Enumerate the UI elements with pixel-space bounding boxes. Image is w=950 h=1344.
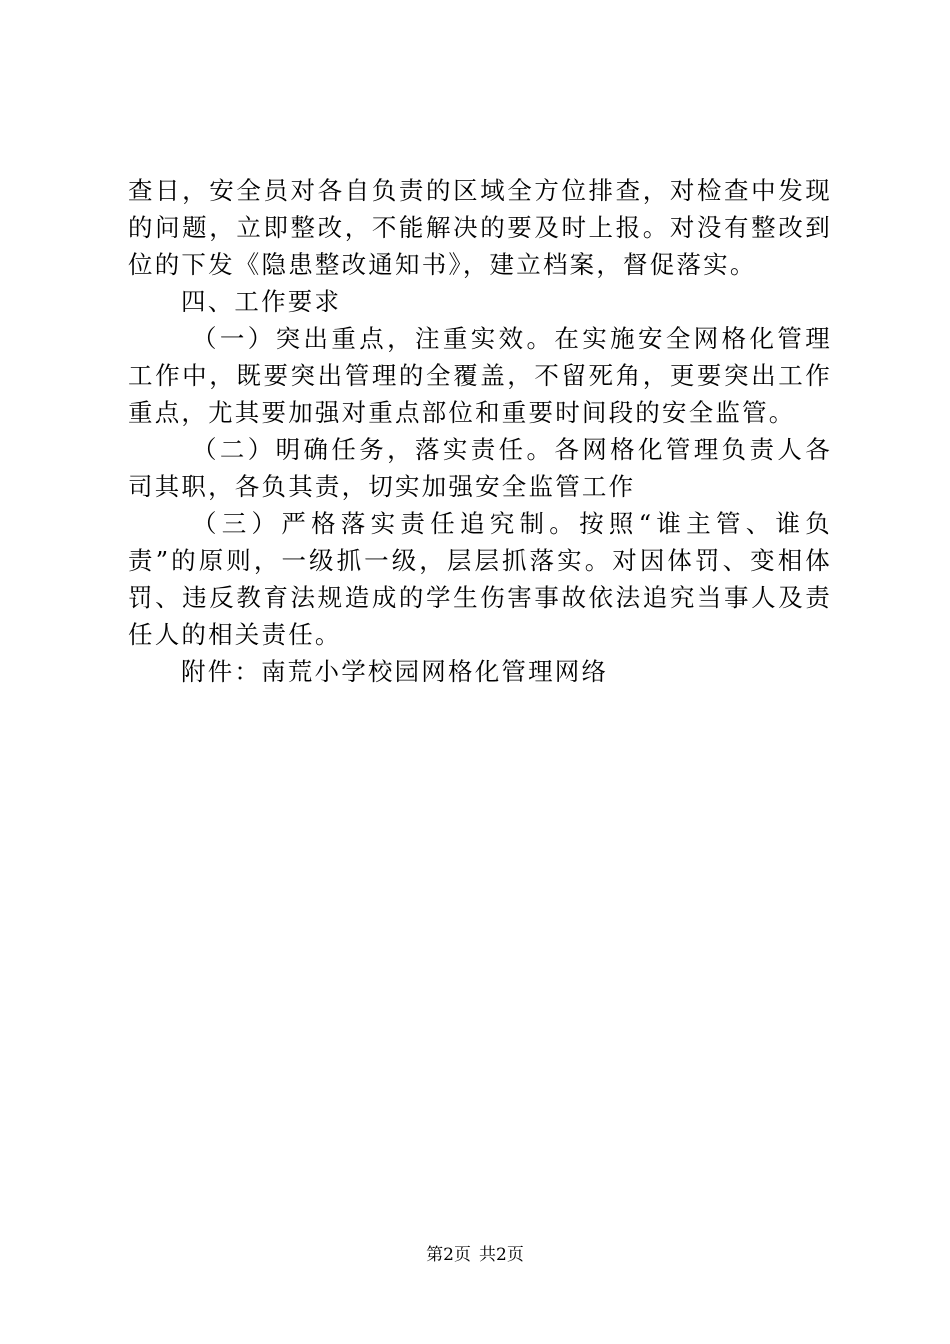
paragraph-requirement-2: （二）明确任务，落实责任。各网格化管理负责人各司其职，各负其责，切实加强安全监管工作 — [128, 435, 832, 501]
section-heading-work-requirements: 四、工作要求 — [181, 287, 342, 316]
paragraph-attachment: 附件：南荒小学校园网格化管理网络 — [181, 657, 609, 686]
document-body — [128, 172, 832, 690]
paragraph-requirement-1: （一）突出重点，注重实效。在实施安全网格化管理工作中，既要突出管理的全覆盖，不留死角，更要突出工作重点，尤其要加强对重点部位和重要时间段的安全监管。 — [128, 324, 832, 427]
page-number-current: 第2页 — [426, 1245, 471, 1265]
page-footer — [0, 1244, 950, 1266]
paragraph-continuation: 查日，安全员对各自负责的区域全方位排查，对检查中发现的问题，立即整改，不能解决的要及时上报。对没有整改到位的下发《隐患整改通知书》，建立档案，督促落实。 — [128, 176, 832, 279]
page-number-total: 共2页 — [479, 1245, 524, 1265]
paragraph-requirement-3: （三）严格落实责任追究制。按照“谁主管、谁负责”的原则，一级抓一级，层层抓落实。对因体罚、变相体罚、违反教育法规造成的学生伤害事故依法追究当事人及责任人的相关责任。 — [128, 509, 832, 649]
